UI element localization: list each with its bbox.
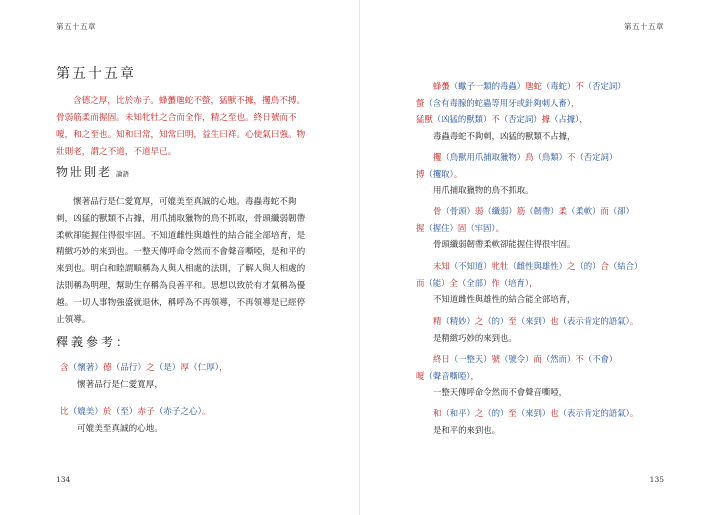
term-gloss: （不知道） bbox=[449, 261, 492, 271]
source-term: 而 bbox=[533, 354, 542, 364]
source-term: 終日 bbox=[433, 354, 450, 364]
source-term: 不 bbox=[491, 114, 500, 125]
term-gloss: （和平） bbox=[441, 408, 475, 418]
source-term: 柔 bbox=[558, 206, 567, 216]
term-gloss: （否定詞） bbox=[575, 152, 618, 162]
term-gloss: （卻） bbox=[608, 206, 634, 216]
source-term: 蜂蠆 bbox=[433, 81, 450, 91]
gloss-translation: 可媲美至真誠的心地。 bbox=[77, 423, 163, 434]
source-term: 弱 bbox=[474, 206, 484, 216]
source-term: 未知 bbox=[433, 261, 450, 271]
gloss-entry bbox=[416, 149, 686, 199]
term-gloss: （否定詞） bbox=[499, 114, 542, 125]
gloss-line bbox=[416, 166, 686, 183]
right-page bbox=[360, 0, 720, 515]
source-term: 。 bbox=[453, 168, 463, 179]
term-gloss: （含有毒腺的蛇蟲等用牙或針夠刺人畜） bbox=[424, 97, 571, 108]
source-term: 比 bbox=[60, 407, 69, 417]
term-gloss: （的） bbox=[575, 261, 601, 271]
source-term: 也 bbox=[550, 408, 559, 418]
term-gloss: （仁厚） bbox=[189, 363, 220, 373]
gloss-entry bbox=[416, 313, 686, 346]
sub-title bbox=[56, 163, 129, 180]
source-term: 。 bbox=[629, 408, 639, 418]
source-term: 不 bbox=[575, 354, 584, 364]
gloss-line bbox=[60, 360, 310, 377]
term-gloss: （牢固） bbox=[466, 222, 496, 233]
source-term: 鳥 bbox=[525, 152, 534, 162]
source-term: ， bbox=[570, 97, 580, 108]
gloss-translation: 毒蟲毒蛇不夠刺，凶猛的獸類不占據， bbox=[433, 130, 576, 141]
chapter-title: 第五十五章 bbox=[56, 66, 136, 82]
source-term: 精 bbox=[433, 316, 442, 326]
source-term: 號 bbox=[491, 354, 500, 364]
term-gloss: （媲美） bbox=[68, 407, 103, 417]
gloss-translation: 懷著品行是仁愛寬厚， bbox=[77, 379, 163, 390]
source-term: 虺蛇 bbox=[525, 81, 542, 91]
source-term: 。 bbox=[495, 222, 504, 233]
term-gloss: （不會） bbox=[583, 354, 618, 364]
term-gloss: （至） bbox=[111, 407, 138, 417]
gloss-entry bbox=[416, 258, 686, 308]
gloss-entry bbox=[416, 203, 686, 253]
source-term: 牝牡 bbox=[491, 261, 509, 271]
term-gloss: （占據） bbox=[550, 114, 580, 125]
gloss-line bbox=[416, 368, 686, 385]
term-gloss: （握住） bbox=[424, 222, 458, 233]
term-gloss: （培育） bbox=[499, 277, 530, 288]
source-term: 赤子 bbox=[137, 407, 155, 417]
source-term: 握 bbox=[416, 222, 425, 233]
folio-right: 135 bbox=[649, 475, 664, 484]
source-term: 。 bbox=[201, 407, 211, 417]
gloss-entry bbox=[416, 78, 686, 144]
source-term: 至 bbox=[508, 408, 517, 418]
source-term: 至 bbox=[508, 316, 517, 326]
gloss-translation: 不知道雌性與雄性的結合能全部培育， bbox=[433, 294, 576, 305]
term-gloss: （然而） bbox=[541, 354, 576, 364]
gloss-entry bbox=[416, 405, 686, 438]
term-gloss: （號令） bbox=[500, 354, 534, 364]
gloss-entry bbox=[416, 351, 686, 401]
source-term: 作 bbox=[491, 277, 500, 288]
classic-text: 含德之厚，比於赤子。蜂蠆虺蛇不螫，猛獸不據，攫鳥不搏。骨弱筋柔而握固。未知牝牡之合而全作，精之至也。終日號而不嗄，和之至也。知和曰常，知常曰明，益生曰祥。心使氣曰強。物壯則老，謂之不道，不道早已。 bbox=[56, 96, 306, 157]
source-term: 而 bbox=[600, 206, 609, 216]
source-term: 而 bbox=[416, 277, 425, 288]
gloss-translation: 用爪捕取獵物的鳥不抓取。 bbox=[433, 185, 534, 196]
source-term: 骨 bbox=[433, 206, 442, 216]
gloss-translation: 是和平的來到也。 bbox=[433, 424, 500, 435]
term-gloss: （韌帶） bbox=[525, 206, 559, 216]
source-term: 合 bbox=[600, 261, 609, 271]
gloss-translation: 是精緻巧妙的來到也。 bbox=[433, 332, 517, 343]
term-gloss: （柔軟） bbox=[567, 206, 601, 216]
gloss-entry bbox=[60, 360, 310, 393]
source-term: 搏 bbox=[416, 168, 425, 179]
term-gloss: （蠍子一類的毒蟲） bbox=[449, 81, 526, 91]
term-gloss: （來到） bbox=[516, 408, 551, 418]
gloss-translation: 一整天傳呼命令然而不會聲音嘶啞， bbox=[433, 387, 567, 398]
term-gloss: （赤子之心） bbox=[154, 407, 202, 417]
sub-title-text: 物壯則老 bbox=[56, 165, 113, 179]
term-gloss: （纖弱） bbox=[483, 206, 517, 216]
source-term: ， bbox=[579, 114, 588, 125]
gloss-line bbox=[60, 404, 310, 421]
term-gloss: （結合） bbox=[608, 261, 643, 271]
source-term: 和 bbox=[433, 408, 442, 418]
gloss-entry bbox=[60, 404, 310, 437]
source-term: 之 bbox=[474, 408, 484, 418]
running-head-right: 第五十五章 bbox=[624, 22, 664, 31]
source-term: 於 bbox=[103, 407, 112, 417]
commentary-text: 懷著品行是仁愛寬厚，可媲美至真誠的心地。毒蟲毒蛇不夠刺，凶猛的獸類不占據，用爪捕取獵物的鳥不抓取，骨頭纖弱韌帶柔軟卻能握住得很牢固。不知道雌性與雄性的結合能全部培育，是精緻巧妙的來到也。一整天傳呼命令然而不會聲音嘶啞，是和平的來到也。明白和睦謂順稱為人與人相處的法則，了解人與人相處的法則稱為明理，幫助生存稱為良善平和。思想以致於有才氣稱為優越。一切人事物強盛就退休，稱呼為不再領導，不再領導是已經停止領導。 bbox=[56, 197, 306, 325]
gloss-line bbox=[416, 258, 686, 275]
term-gloss: （雌性與雄性） bbox=[508, 261, 567, 271]
source-term: 嗄 bbox=[416, 370, 425, 381]
source-term: 猛獸 bbox=[416, 114, 433, 125]
source-term: 含 bbox=[60, 363, 69, 373]
folio-left: 134 bbox=[56, 475, 71, 484]
gloss-line bbox=[416, 220, 686, 237]
gloss-line bbox=[416, 351, 686, 368]
gloss-line bbox=[416, 275, 686, 292]
gloss-line bbox=[416, 111, 686, 128]
term-gloss: （骨頭） bbox=[441, 206, 475, 216]
term-gloss: （凶猛的獸類） bbox=[432, 114, 492, 125]
term-gloss: （一整天） bbox=[449, 354, 492, 364]
section-title: 釋義參考： bbox=[56, 335, 132, 349]
source-term: 全 bbox=[449, 277, 458, 288]
source-term: 筋 bbox=[516, 206, 526, 216]
source-term: 。 bbox=[629, 316, 639, 326]
source-term: 德 bbox=[103, 363, 112, 373]
term-gloss: （能） bbox=[424, 277, 450, 288]
term-gloss: （鳥類） bbox=[533, 152, 567, 162]
gloss-translation: 骨頭纖弱韌帶柔軟卻能握住得很牢固。 bbox=[433, 239, 576, 250]
gloss-line bbox=[416, 313, 686, 330]
gloss-line bbox=[416, 405, 686, 422]
term-gloss: （表示肯定的語氣） bbox=[558, 316, 630, 326]
term-gloss: （精妙） bbox=[441, 316, 475, 326]
source-term: 固 bbox=[457, 222, 467, 233]
term-gloss: （鳥獸用爪捕取獵物） bbox=[441, 152, 526, 162]
term-gloss: （是） bbox=[154, 363, 181, 373]
term-gloss: （攫取） bbox=[424, 168, 454, 179]
gloss-line bbox=[416, 78, 686, 95]
source-term: ， bbox=[219, 363, 228, 373]
term-gloss: （品行） bbox=[111, 363, 146, 373]
gloss-line bbox=[416, 95, 686, 112]
term-gloss: （來到） bbox=[516, 316, 551, 326]
source-term: 之 bbox=[474, 316, 484, 326]
source-term: 攫 bbox=[433, 152, 442, 162]
term-gloss: （否定詞） bbox=[583, 81, 626, 91]
source-term: ， bbox=[470, 370, 479, 381]
term-gloss: （懷著） bbox=[68, 363, 103, 373]
term-gloss: （的） bbox=[483, 316, 509, 326]
gloss-line bbox=[416, 149, 686, 166]
source-term: 之 bbox=[146, 363, 155, 373]
term-gloss: （的） bbox=[483, 408, 509, 418]
source-term: 也 bbox=[550, 316, 559, 326]
running-head-left: 第五十五章 bbox=[56, 22, 96, 31]
term-gloss: （毒蛇） bbox=[541, 81, 576, 91]
source-term: 之 bbox=[567, 261, 576, 271]
source-term: 不 bbox=[575, 81, 584, 91]
sub-title-note: 論語 bbox=[116, 170, 130, 178]
term-gloss: （聲音嘶啞） bbox=[424, 370, 471, 381]
source-term: 螫 bbox=[416, 97, 425, 108]
term-gloss: （全部） bbox=[457, 277, 492, 288]
gloss-line bbox=[416, 203, 686, 220]
source-term: 據 bbox=[541, 114, 550, 125]
term-gloss: （表示肯定的語氣） bbox=[558, 408, 630, 418]
source-term: ， bbox=[529, 277, 538, 288]
source-term: 厚 bbox=[180, 363, 190, 373]
source-term: 不 bbox=[567, 152, 576, 162]
